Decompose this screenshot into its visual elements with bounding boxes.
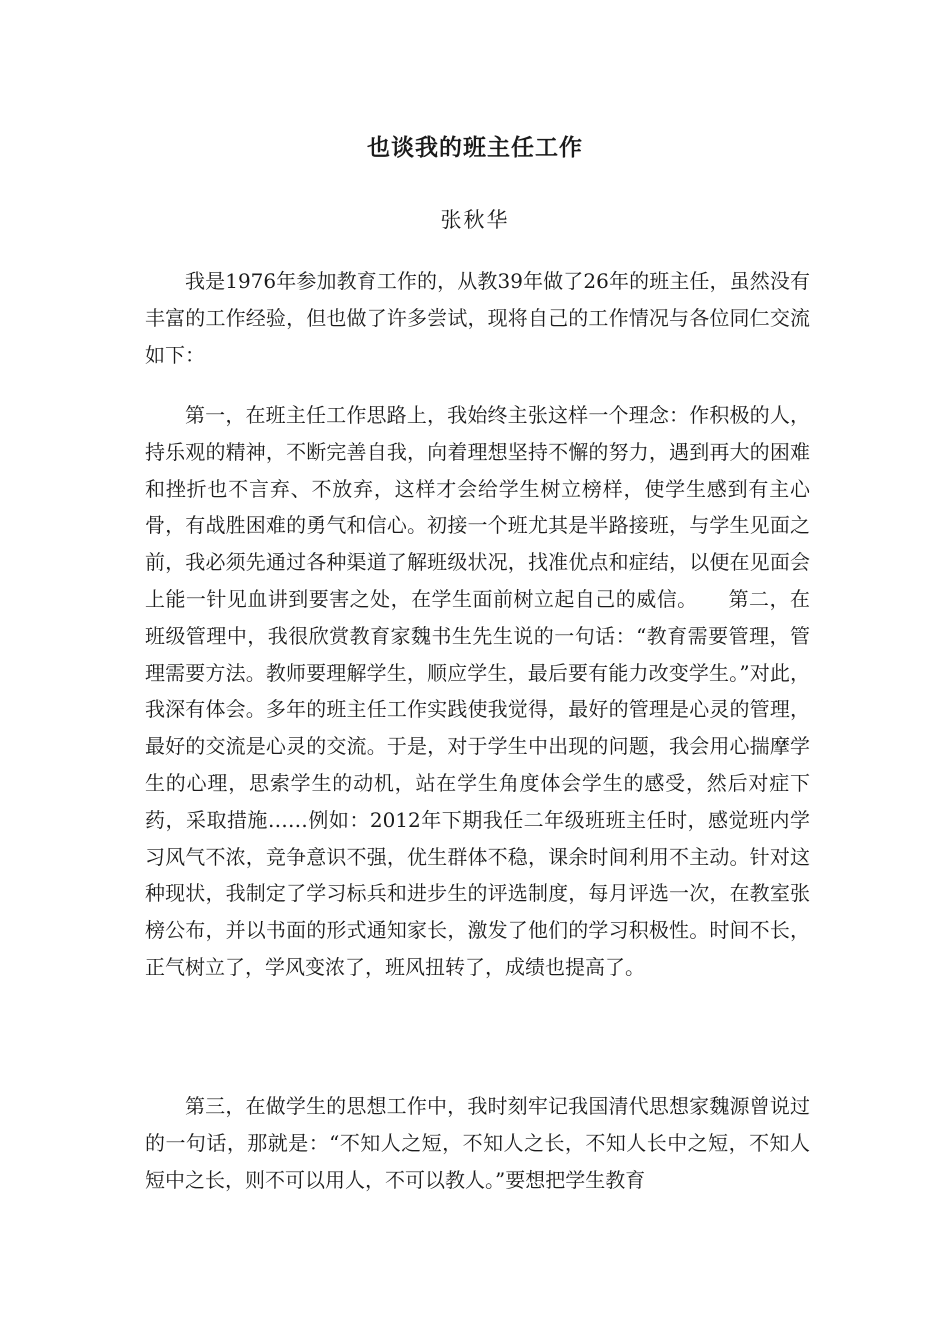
paragraph-intro: 我是1976年参加教育工作的，从教39年做了26年的班主任，虽然没有丰富的工作经验，但也做了许多尝试，现将自己的工作情况与各位同仁交流如下： [145,269,810,367]
paragraph-first-second: 第一，在班主任工作思路上，我始终主张这样一个理念：作积极的人，持乐观的精神，不断完善自我，向着理想坚持不懈的努力，遇到再大的困难和挫折也不言弃、不放弃，这样才会给学生树立榜样，使学生感到有主心骨，有战胜困难的勇气和信心。初接一个班尤其是半路接班，与学生见面之前，我必须先通过各种渠道了解班级状况，找准优点和症结，以便在见面会上能一针见血讲到要害之处，在学生面前树立起自己的威信。 第二，在班级管理中，我很欣赏教育家魏书生先生说的一句话：“教育需要管理，管理需要方法。教师要理解学生，顺应学生，最后要有能力改变学生。”对此，我深有体会。多年的班主任工作实践使我觉得，最好的管理是心灵的管理，最好的交流是心灵的交流。于是，对于学生中出现的问题，我会用心揣摩学生的心理，思索学生的动机，站在学生角度体会学生的感受，然后对症下药，采取措施……例如：2012年下期我任二年级班班主任时，感觉班内学习风气不浓，竞争意识不强，优生群体不稳，课余时间利用不主动。针对这种现状，我制定了学习标兵和进步生的评选制度，每月评选一次，在教室张榜公布，并以书面的形式通知家长，激发了他们的学习积极性。时间不长，正气树立了，学风变浓了，班风扭转了，成绩也提高了。 [145,403,810,979]
paragraph-third: 第三，在做学生的思想工作中，我时刻牢记我国清代思想家魏源曾说过的一句话，那就是：“不知人之短，不知人之长，不知人长中之短，不知人短中之长，则不可以用人，不可以教人。”要想把学生教育 [145,1094,810,1192]
document-author: 张秋华 [440,208,510,232]
document-title: 也谈我的班主任工作 [367,134,583,161]
